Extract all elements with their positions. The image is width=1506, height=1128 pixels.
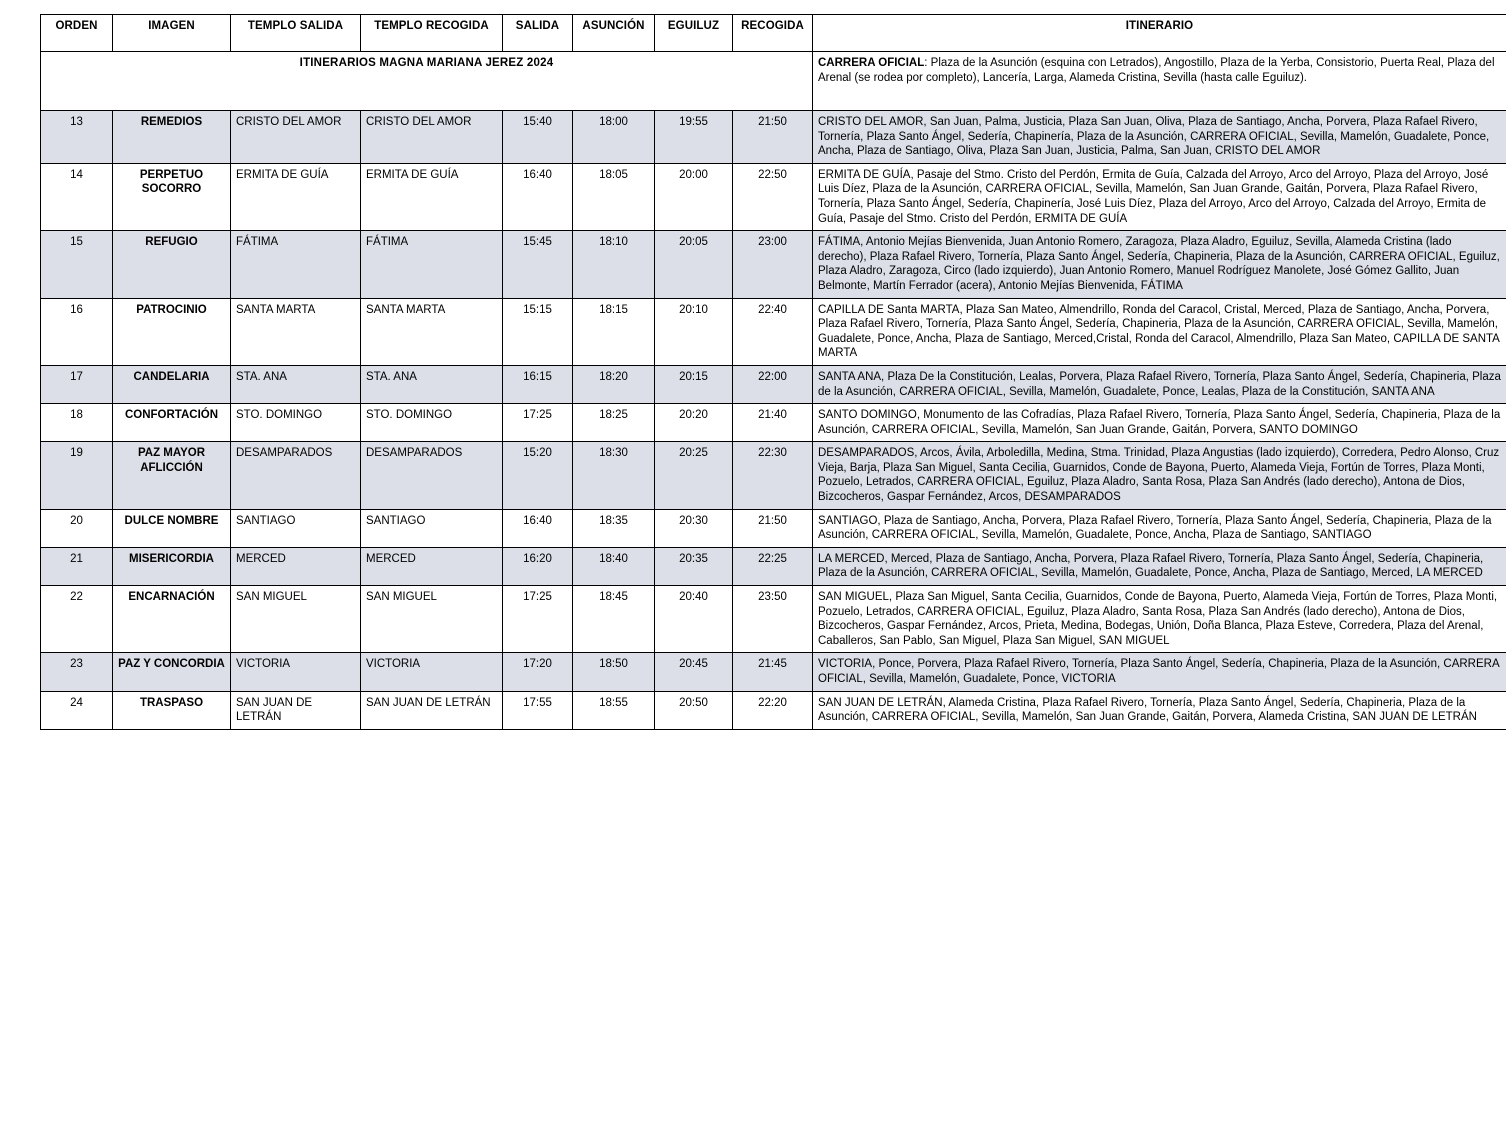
cell-itinerario: SANTA ANA, Plaza De la Constitución, Lealas, Porvera, Plaza Rafael Rivero, Tornería, Plaza Santo Ángel, Sedería, Chapineria, Plaza de la Asunción, CARRERA OFICIAL, Sevilla, Mamelón, Guadalete, Ponce, Lealas, Plaza de la Constitución, SANTA ANA [813, 365, 1506, 403]
cell-recogida: 23:50 [733, 586, 813, 653]
cell-imagen: CANDELARIA [113, 365, 231, 403]
cell-templo-recogida: STO. DOMINGO [361, 404, 503, 442]
page-title: ITINERARIOS MAGNA MARIANA JEREZ 2024 [41, 52, 813, 111]
cell-itinerario: SAN JUAN DE LETRÁN, Alameda Cristina, Plaza Rafael Rivero, Tornería, Plaza Santo Ángel, Sedería, Chapineria, Plaza de la Asunción, CARRERA OFICIAL, Sevilla, Mamelón, San Juan Grande, Gaitán, Porvera, Alameda Cristina, SAN JUAN DE LETRÁN [813, 691, 1506, 729]
cell-templo-recogida: SAN JUAN DE LETRÁN [361, 691, 503, 729]
cell-templo-recogida: VICTORIA [361, 653, 503, 691]
cell-itinerario: ERMITA DE GUÍA, Pasaje del Stmo. Cristo del Perdón, Ermita de Guía, Calzada del Arroyo, Arco del Arroyo, Plaza del Arroyo, José Luis Díez, Plaza de la Asunción, CARRERA OFICIAL, Sevilla, Mamelón, San Juan Grande, Gaitán, Porvera, Plaza Rafael Rivero, Tornería, Plaza Santo Ángel, Sedería, Chapinería, José Luis Díez, Plaza del Arroyo, Arco del Arroyo, Calzada del Arroyo, Ermita de Guía, Pasaje del Stmo. Cristo del Perdón, ERMITA DE GUÍA [813, 163, 1506, 230]
cell-itinerario: VICTORIA, Ponce, Porvera, Plaza Rafael Rivero, Tornería, Plaza Santo Ángel, Sedería, Chapineria, Plaza de la Asunción, CARRERA OFICIAL, Sevilla, Mamelón, Guadalete, Ponce, VICTORIA [813, 653, 1506, 691]
table-header-row [41, 15, 1506, 52]
cell-orden: 22 [41, 586, 113, 653]
document-page [20, 0, 1501, 740]
cell-recogida: 22:30 [733, 442, 813, 509]
cell-recogida: 22:00 [733, 365, 813, 403]
cell-salida: 17:25 [503, 586, 573, 653]
cell-asuncion: 18:15 [573, 298, 655, 365]
itinerary-table [40, 14, 1506, 730]
table-row [41, 547, 1506, 585]
cell-salida: 15:45 [503, 231, 573, 298]
cell-imagen: PAZ MAYOR AFLICCIÓN [113, 442, 231, 509]
cell-templo-salida: FÁTIMA [231, 231, 361, 298]
cell-recogida: 22:25 [733, 547, 813, 585]
cell-eguiluz: 20:00 [655, 163, 733, 230]
cell-orden: 18 [41, 404, 113, 442]
cell-eguiluz: 20:25 [655, 442, 733, 509]
cell-asuncion: 18:35 [573, 509, 655, 547]
title-row [41, 52, 1506, 111]
cell-orden: 17 [41, 365, 113, 403]
cell-eguiluz: 19:55 [655, 111, 733, 164]
header-imagen: IMAGEN [113, 15, 231, 52]
cell-salida: 17:20 [503, 653, 573, 691]
cell-salida: 15:20 [503, 442, 573, 509]
cell-templo-recogida: SAN MIGUEL [361, 586, 503, 653]
cell-salida: 16:40 [503, 163, 573, 230]
cell-eguiluz: 20:15 [655, 365, 733, 403]
cell-itinerario: CAPILLA DE Santa MARTA, Plaza San Mateo, Almendrillo, Ronda del Caracol, Cristal, Merced, Plaza de Santiago, Ancha, Porvera, Plaza Rafael Rivero, Tornería, Plaza Santo Ángel, Sedería, Chapineria, Plaza de la Asunción, CARRERA OFICIAL, Sevilla, Mamelón, Guadalete, Ponce, Ancha, Plaza de Santiago, Merced,Cristal, Ronda del Caracol, Almendrillo, Plaza San Mateo, CAPILLA DE SANTA MARTA [813, 298, 1506, 365]
cell-imagen: MISERICORDIA [113, 547, 231, 585]
cell-imagen: CONFORTACIÓN [113, 404, 231, 442]
cell-imagen: PATROCINIO [113, 298, 231, 365]
cell-templo-salida: DESAMPARADOS [231, 442, 361, 509]
cell-orden: 24 [41, 691, 113, 729]
cell-salida: 16:40 [503, 509, 573, 547]
cell-recogida: 21:50 [733, 509, 813, 547]
cell-orden: 20 [41, 509, 113, 547]
cell-salida: 17:25 [503, 404, 573, 442]
table-row [41, 586, 1506, 653]
cell-recogida: 21:45 [733, 653, 813, 691]
cell-imagen: DULCE NOMBRE [113, 509, 231, 547]
header-recogida: RECOGIDA [733, 15, 813, 52]
cell-imagen: REFUGIO [113, 231, 231, 298]
cell-orden: 23 [41, 653, 113, 691]
cell-eguiluz: 20:20 [655, 404, 733, 442]
cell-templo-salida: ERMITA DE GUÍA [231, 163, 361, 230]
table-row [41, 404, 1506, 442]
cell-asuncion: 18:25 [573, 404, 655, 442]
cell-itinerario: SAN MIGUEL, Plaza San Miguel, Santa Cecilia, Guarnidos, Conde de Bayona, Puerto, Alameda Vieja, Fortún de Torres, Plaza Monti, Pozuelo, Letrados, CARRERA OFICIAL, Eguiluz, Plaza Aladro, Santa Rosa, Plaza San Andrés (lado derecho), Antona de Dios, Bizcocheros, Gaspar Fernández, Arcos, Prieta, Medina, Bodegas, Unión, Doña Blanca, Plaza Esteve, Corredera, Plaza del Arenal, Caballeros, San Pablo, San Miguel, Plaza San Miguel, SAN MIGUEL [813, 586, 1506, 653]
cell-salida: 16:20 [503, 547, 573, 585]
cell-templo-recogida: CRISTO DEL AMOR [361, 111, 503, 164]
cell-eguiluz: 20:05 [655, 231, 733, 298]
header-salida: SALIDA [503, 15, 573, 52]
cell-recogida: 22:40 [733, 298, 813, 365]
cell-eguiluz: 20:10 [655, 298, 733, 365]
table-row [41, 653, 1506, 691]
cell-orden: 13 [41, 111, 113, 164]
cell-templo-salida: SANTA MARTA [231, 298, 361, 365]
cell-asuncion: 18:50 [573, 653, 655, 691]
cell-templo-salida: SAN JUAN DE LETRÁN [231, 691, 361, 729]
cell-recogida: 23:00 [733, 231, 813, 298]
cell-itinerario: FÁTIMA, Antonio Mejías Bienvenida, Juan Antonio Romero, Zaragoza, Plaza Aladro, Eguiluz, Sevilla, Alameda Cristina (lado derecho), Plaza Rafael Rivero, Tornería, Plaza Santo Ángel, Sedería, Chapineria, Plaza de la Asunción, CARRERA OFICIAL, Eguiluz, Plaza Aladro, Zaragoza, Circo (lado izquierdo), Juan Antonio Romero, Manuel Rodríguez Manolete, José Gómez Gallito, Juan Belmonte, Martín Ferrador (acera), Antonio Mejías Bienvenida, FÁTIMA [813, 231, 1506, 298]
cell-asuncion: 18:00 [573, 111, 655, 164]
cell-templo-salida: STA. ANA [231, 365, 361, 403]
cell-itinerario: SANTO DOMINGO, Monumento de las Cofradías, Plaza Rafael Rivero, Tornería, Plaza Santo Ángel, Sedería, Chapineria, Plaza de la Asunción, CARRERA OFICIAL, Sevilla, Mamelón, San Juan Grande, Gaitán, Porvera, SANTO DOMINGO [813, 404, 1506, 442]
cell-asuncion: 18:45 [573, 586, 655, 653]
cell-orden: 21 [41, 547, 113, 585]
header-eguiluz: EGUILUZ [655, 15, 733, 52]
table-row [41, 111, 1506, 164]
table-row [41, 442, 1506, 509]
carrera-oficial-text: : Plaza de la Asunción (esquina con Letrados), Angostillo, Plaza de la Yerba, Consistorio, Puerta Real, Plaza del Arenal (se rodea por completo), Lancería, Larga, Alameda Cristina, Sevilla (hasta calle Eguiluz). [818, 57, 1495, 84]
cell-itinerario: LA MERCED, Merced, Plaza de Santiago, Ancha, Porvera, Plaza Rafael Rivero, Tornería, Plaza Santo Ángel, Sedería, Chapineria, Plaza de la Asunción, CARRERA OFICIAL, Sevilla, Mamelón, Guadalete, Ponce, Ancha, Plaza de Santiago, Merced, LA MERCED [813, 547, 1506, 585]
cell-orden: 19 [41, 442, 113, 509]
cell-templo-recogida: SANTIAGO [361, 509, 503, 547]
cell-templo-salida: SAN MIGUEL [231, 586, 361, 653]
cell-asuncion: 18:30 [573, 442, 655, 509]
header-itinerario: ITINERARIO [813, 15, 1506, 52]
cell-eguiluz: 20:45 [655, 653, 733, 691]
cell-orden: 15 [41, 231, 113, 298]
cell-eguiluz: 20:30 [655, 509, 733, 547]
cell-imagen: REMEDIOS [113, 111, 231, 164]
cell-templo-recogida: DESAMPARADOS [361, 442, 503, 509]
cell-salida: 17:55 [503, 691, 573, 729]
carrera-oficial-note [813, 52, 1506, 111]
cell-recogida: 21:40 [733, 404, 813, 442]
cell-templo-recogida: SANTA MARTA [361, 298, 503, 365]
cell-templo-recogida: MERCED [361, 547, 503, 585]
cell-templo-recogida: ERMITA DE GUÍA [361, 163, 503, 230]
cell-templo-salida: SANTIAGO [231, 509, 361, 547]
cell-recogida: 22:50 [733, 163, 813, 230]
cell-salida: 16:15 [503, 365, 573, 403]
cell-eguiluz: 20:35 [655, 547, 733, 585]
cell-templo-salida: STO. DOMINGO [231, 404, 361, 442]
table-row [41, 691, 1506, 729]
cell-templo-recogida: STA. ANA [361, 365, 503, 403]
cell-salida: 15:40 [503, 111, 573, 164]
table-row [41, 298, 1506, 365]
header-orden: ORDEN [41, 15, 113, 52]
table-row [41, 163, 1506, 230]
cell-itinerario: SANTIAGO, Plaza de Santiago, Ancha, Porvera, Plaza Rafael Rivero, Tornería, Plaza Santo Ángel, Sedería, Chapineria, Plaza de la Asunción, CARRERA OFICIAL, Sevilla, Mamelón, Guadalete, Ponce, Ancha, Plaza de Santiago, SANTIAGO [813, 509, 1506, 547]
cell-templo-salida: CRISTO DEL AMOR [231, 111, 361, 164]
header-asuncion: ASUNCIÓN [573, 15, 655, 52]
header-templo-salida: TEMPLO SALIDA [231, 15, 361, 52]
cell-orden: 14 [41, 163, 113, 230]
table-body [41, 111, 1506, 730]
cell-eguiluz: 20:50 [655, 691, 733, 729]
cell-imagen: TRASPASO [113, 691, 231, 729]
cell-asuncion: 18:10 [573, 231, 655, 298]
cell-recogida: 21:50 [733, 111, 813, 164]
cell-itinerario: CRISTO DEL AMOR, San Juan, Palma, Justicia, Plaza San Juan, Oliva, Plaza de Santiago, Ancha, Porvera, Plaza Rafael Rivero, Tornería, Plaza Santo Ángel, Sedería, Chapinería, Plaza de la Asunción, CARRERA OFICIAL, Sevilla, Mamelón, Guadalete, Ponce, Ancha, Plaza de Santiago, Oliva, Plaza San Juan, Justicia, Palma, San Juan, CRISTO DEL AMOR [813, 111, 1506, 164]
cell-templo-salida: VICTORIA [231, 653, 361, 691]
cell-asuncion: 18:40 [573, 547, 655, 585]
cell-recogida: 22:20 [733, 691, 813, 729]
cell-orden: 16 [41, 298, 113, 365]
header-templo-recogida: TEMPLO RECOGIDA [361, 15, 503, 52]
cell-eguiluz: 20:40 [655, 586, 733, 653]
table-row [41, 231, 1506, 298]
cell-templo-salida: MERCED [231, 547, 361, 585]
carrera-oficial-label: CARRERA OFICIAL [818, 57, 925, 69]
cell-imagen: PAZ Y CONCORDIA [113, 653, 231, 691]
cell-asuncion: 18:20 [573, 365, 655, 403]
cell-imagen: PERPETUO SOCORRO [113, 163, 231, 230]
cell-asuncion: 18:05 [573, 163, 655, 230]
table-row [41, 509, 1506, 547]
cell-imagen: ENCARNACIÓN [113, 586, 231, 653]
cell-templo-recogida: FÁTIMA [361, 231, 503, 298]
cell-itinerario: DESAMPARADOS, Arcos, Ávila, Arboledilla, Medina, Stma. Trinidad, Plaza Angustias (lado izquierdo), Corredera, Pedro Alonso, Cruz Vieja, Barja, Plaza San Miguel, Santa Cecilia, Guarnidos, Conde de Bayona, Puerto, Alameda Vieja, Fortún de Torres, Plaza Monti, Pozuelo, Letrados, CARRERA OFICIAL, Eguiluz, Plaza Aladro, Santa Rosa, Plaza San Andrés (lado derecho), Antona de Dios, Bizcocheros, Gaspar Fernández, Arcos, DESAMPARADOS [813, 442, 1506, 509]
table-row [41, 365, 1506, 403]
cell-salida: 15:15 [503, 298, 573, 365]
cell-asuncion: 18:55 [573, 691, 655, 729]
